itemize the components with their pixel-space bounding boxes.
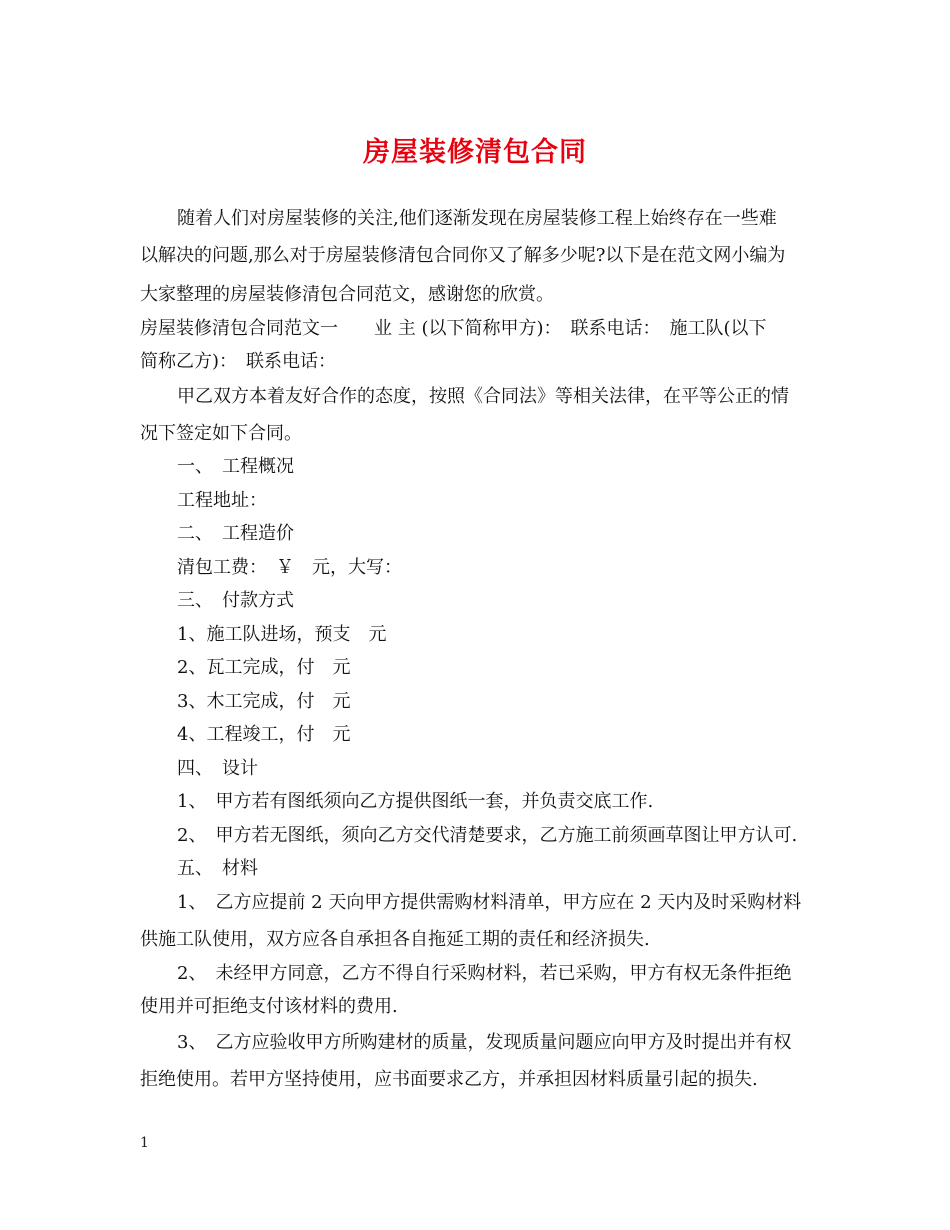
labor-fee: 清包工费： ￥ 元，大写： [177,557,402,578]
document-title: 房屋装修清包合同 [363,137,587,168]
material-item-1-line-1: 1、 乙方应提前 2 天向甲方提供需购材料清单，甲方应在 2 天内及时采购材料 [177,892,802,913]
intro-line-2: 以解决的问题,那么对于房屋装修清包合同你又了解多少呢?以下是在范文网小编为 [140,245,786,266]
section-heading-3: 三、 付款方式 [177,590,294,611]
design-item-1: 1、 甲方若有图纸须向乙方提供图纸一套，并负责交底工作. [177,791,654,812]
payment-item-1: 1、施工队进场，预支 元 [177,624,387,645]
preamble-line-1: 甲乙双方本着友好合作的态度，按照《合同法》等相关法律，在平等公正的情 [177,386,789,407]
material-item-2-line-2: 使用并可拒绝支付该材料的费用. [140,996,398,1017]
intro-line-3: 大家整理的房屋装修清包合同范文，感谢您的欣赏。 [140,284,554,305]
material-item-2-line-1: 2、 未经甲方同意，乙方不得自行采购材料，若已采购，甲方有权无条件拒绝 [177,963,792,984]
project-address: 工程地址： [177,490,267,511]
parties-line-2: 简称乙方)： 联系电话： [140,351,337,372]
material-item-3-line-2: 拒绝使用。若甲方坚持使用，应书面要求乙方，并承担因材料质量引起的损失. [140,1069,758,1090]
section-heading-4: 四、 设计 [177,758,258,779]
intro-line-1: 随着人们对房屋装修的关注,他们逐渐发现在房屋装修工程上始终存在一些难 [177,208,777,229]
material-item-1-line-2: 供施工队使用，双方应各自承担各自拖延工期的责任和经济损失. [140,929,650,950]
design-item-2: 2、 甲方若无图纸，须向乙方交代清楚要求，乙方施工前须画草图让甲方认可. [177,825,798,846]
page-number: 1 [140,1135,149,1151]
material-item-3-line-1: 3、 乙方应验收甲方所购建材的质量，发现质量问题应向甲方及时提出并有权 [177,1032,792,1053]
section-heading-1: 一、 工程概况 [177,456,294,477]
payment-item-2: 2、瓦工完成，付 元 [177,657,351,678]
preamble-line-2: 况下签定如下合同。 [140,423,302,444]
payment-item-4: 4、工程竣工，付 元 [177,724,351,745]
section-heading-5: 五、 材料 [177,858,258,879]
payment-item-3: 3、木工完成，付 元 [177,691,351,712]
parties-line-1: 房屋装修清包合同范文一 业 主 (以下简称甲方)： 联系电话： 施工队(以下 [140,318,767,339]
section-heading-2: 二、 工程造价 [177,523,294,544]
